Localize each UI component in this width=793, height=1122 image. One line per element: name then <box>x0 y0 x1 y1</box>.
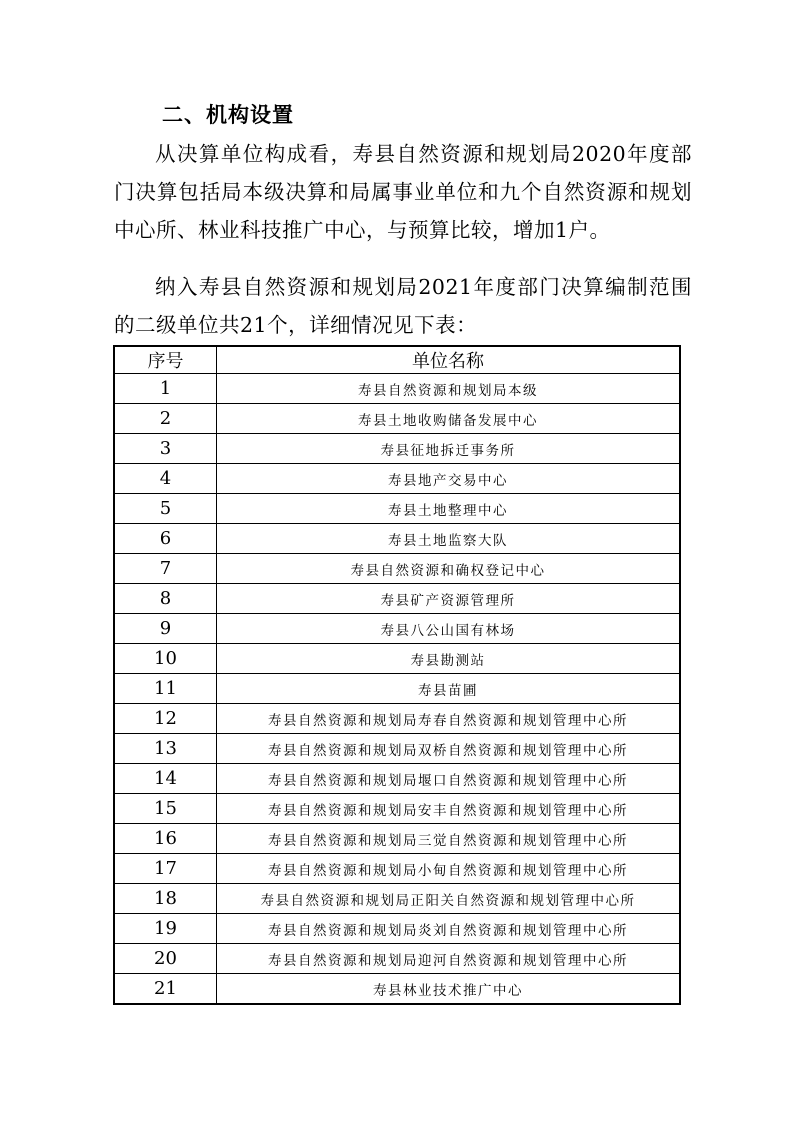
row-unit-name: 寿县自然资源和规划局本级 <box>217 374 681 404</box>
table-row <box>114 644 680 674</box>
row-unit-name: 寿县征地拆迁事务所 <box>217 434 681 464</box>
row-seq-number: 11 <box>114 674 217 704</box>
table-row <box>114 794 680 824</box>
row-seq-number: 2 <box>114 404 217 434</box>
units-table <box>113 345 681 1005</box>
row-unit-name: 寿县自然资源和规划局小甸自然资源和规划管理中心所 <box>217 854 681 884</box>
row-unit-name: 寿县土地监察大队 <box>217 524 681 554</box>
table-row <box>114 524 680 554</box>
row-seq-number: 9 <box>114 614 217 644</box>
row-unit-name: 寿县林业技术推广中心 <box>217 974 681 1005</box>
table-row <box>114 884 680 914</box>
row-seq-number: 19 <box>114 914 217 944</box>
row-seq-number: 3 <box>114 434 217 464</box>
row-seq-number: 20 <box>114 944 217 974</box>
table-row <box>114 704 680 734</box>
row-unit-name: 寿县自然资源和规划局安丰自然资源和规划管理中心所 <box>217 794 681 824</box>
table-row <box>114 494 680 524</box>
row-unit-name: 寿县自然资源和规划局迎河自然资源和规划管理中心所 <box>217 944 681 974</box>
row-unit-name: 寿县自然资源和规划局炎刘自然资源和规划管理中心所 <box>217 914 681 944</box>
header-seq: 序号 <box>114 346 217 374</box>
row-seq-number: 12 <box>114 704 217 734</box>
table-row <box>114 824 680 854</box>
row-seq-number: 17 <box>114 854 217 884</box>
row-unit-name: 寿县土地收购储备发展中心 <box>217 404 681 434</box>
table-row <box>114 944 680 974</box>
section-heading: 二、机构设置 <box>162 103 294 127</box>
row-unit-name: 寿县自然资源和规划局三觉自然资源和规划管理中心所 <box>217 824 681 854</box>
table-row <box>114 584 680 614</box>
row-seq-number: 8 <box>114 584 217 614</box>
table-row <box>114 554 680 584</box>
row-seq-number: 4 <box>114 464 217 494</box>
header-unit-name: 单位名称 <box>217 346 681 374</box>
table-row <box>114 674 680 704</box>
row-seq-number: 18 <box>114 884 217 914</box>
row-unit-name: 寿县矿产资源管理所 <box>217 584 681 614</box>
table-header-row <box>114 346 680 374</box>
table-row <box>114 374 680 404</box>
table-row <box>114 734 680 764</box>
row-seq-number: 1 <box>114 374 217 404</box>
table-row <box>114 614 680 644</box>
row-seq-number: 21 <box>114 974 217 1005</box>
table-row <box>114 764 680 794</box>
row-unit-name: 寿县自然资源和规划局寿春自然资源和规划管理中心所 <box>217 704 681 734</box>
row-unit-name: 寿县自然资源和规划局双桥自然资源和规划管理中心所 <box>217 734 681 764</box>
table-row <box>114 464 680 494</box>
table-row <box>114 434 680 464</box>
row-seq-number: 10 <box>114 644 217 674</box>
row-seq-number: 13 <box>114 734 217 764</box>
table-row <box>114 974 680 1005</box>
paragraph-budget-composition: 从决算单位构成看，寿县自然资源和规划局2020年度部门决算包括局本级决算和局属事业单位和九个自然资源和规划中心所、林业科技推广中心，与预算比较，增加1户。 <box>114 142 692 242</box>
row-seq-number: 15 <box>114 794 217 824</box>
row-unit-name: 寿县八公山国有林场 <box>217 614 681 644</box>
row-unit-name: 寿县自然资源和规划局堰口自然资源和规划管理中心所 <box>217 764 681 794</box>
row-unit-name: 寿县土地整理中心 <box>217 494 681 524</box>
row-seq-number: 6 <box>114 524 217 554</box>
paragraph-secondary-units: 纳入寿县自然资源和规划局2021年度部门决算编制范围的二级单位共21个，详细情况见下表： <box>114 275 692 337</box>
units-table-body <box>114 374 680 1005</box>
row-unit-name: 寿县自然资源和规划局正阳关自然资源和规划管理中心所 <box>217 884 681 914</box>
row-unit-name: 寿县苗圃 <box>217 674 681 704</box>
row-unit-name: 寿县地产交易中心 <box>217 464 681 494</box>
table-row <box>114 914 680 944</box>
table-row <box>114 404 680 434</box>
row-seq-number: 7 <box>114 554 217 584</box>
table-row <box>114 854 680 884</box>
row-seq-number: 14 <box>114 764 217 794</box>
row-unit-name: 寿县自然资源和确权登记中心 <box>217 554 681 584</box>
row-seq-number: 16 <box>114 824 217 854</box>
row-unit-name: 寿县勘测站 <box>217 644 681 674</box>
row-seq-number: 5 <box>114 494 217 524</box>
